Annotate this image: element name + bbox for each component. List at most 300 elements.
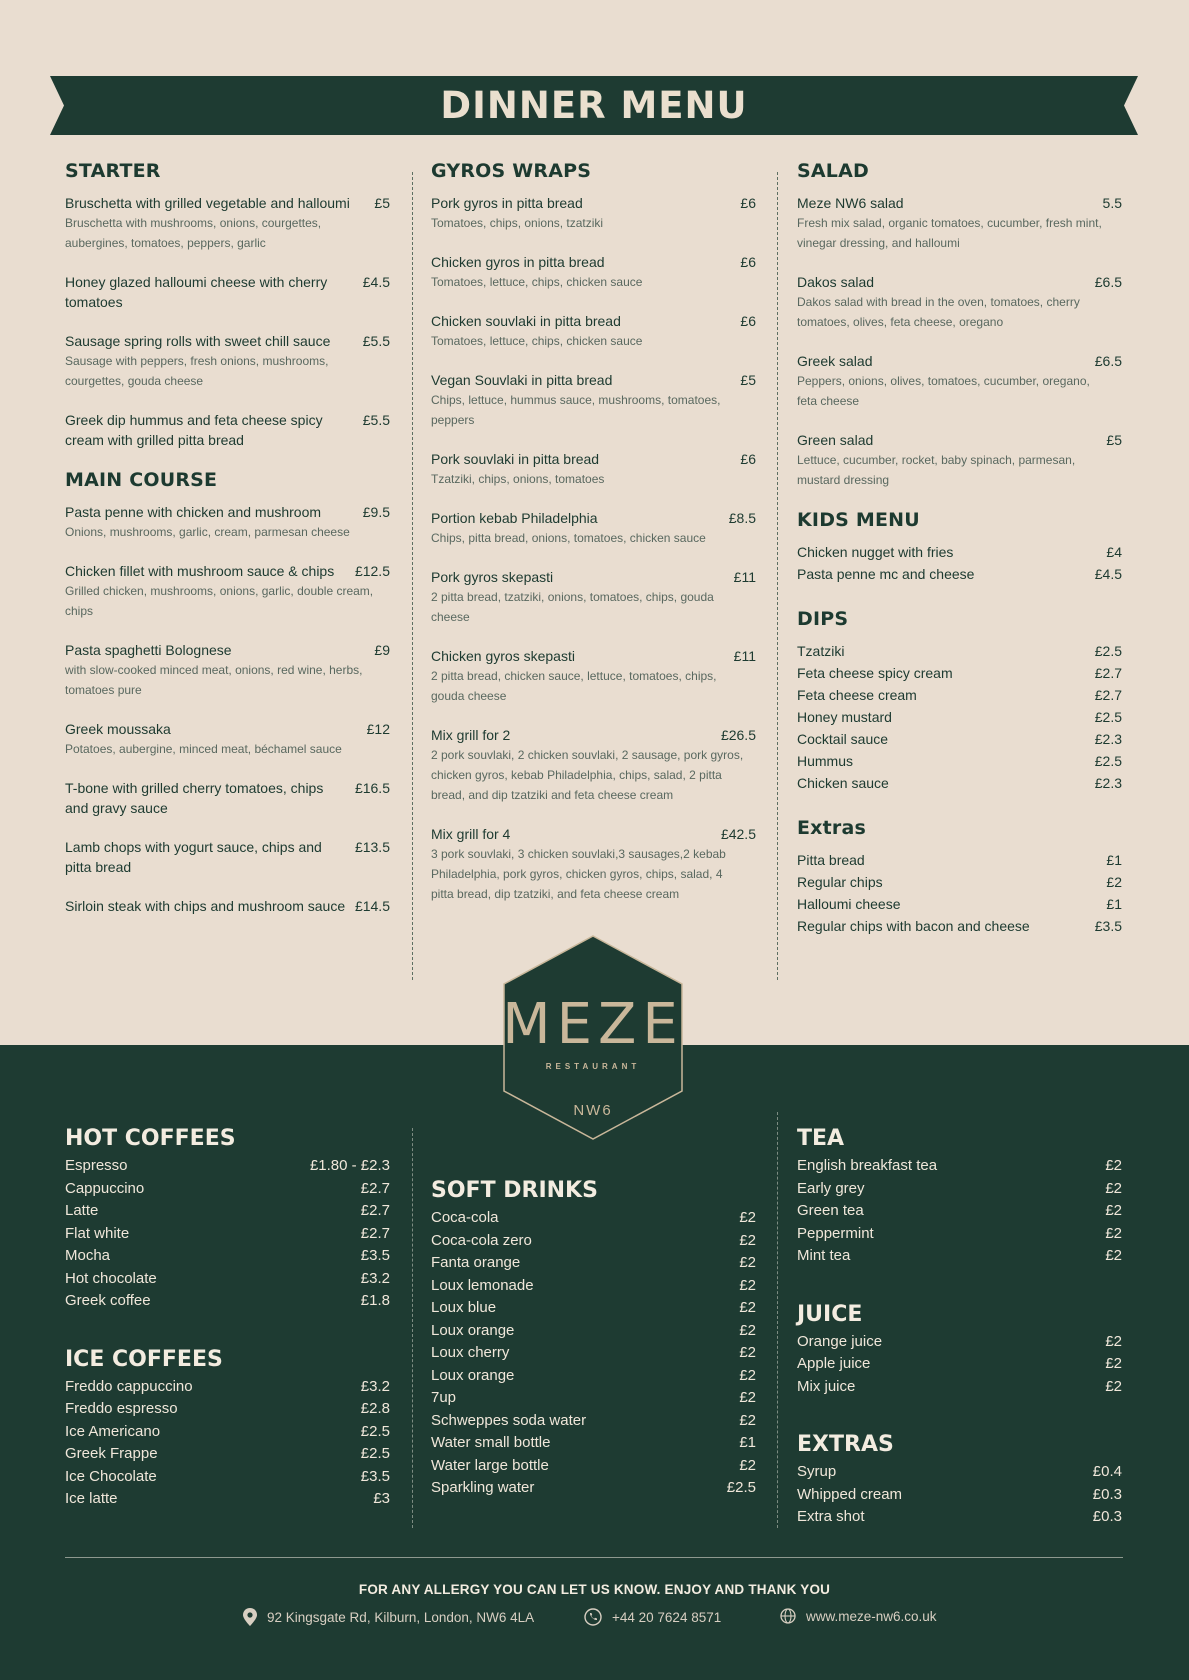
item-description: 2 pitta bread, tzatziki, onions, tomatoes, chips, gouda cheese xyxy=(431,590,714,624)
menu-item xyxy=(797,729,1122,749)
menu-item xyxy=(65,561,390,621)
item-price: £2 xyxy=(739,1456,756,1474)
item-price: £8.5 xyxy=(728,510,756,526)
drink-item xyxy=(431,1455,756,1478)
menu-item xyxy=(797,542,1122,562)
item-name: Apple juice xyxy=(797,1355,871,1372)
item-name: Hummus xyxy=(797,753,854,769)
menu-item-row xyxy=(797,564,1122,584)
menu-item-row xyxy=(431,311,756,331)
section-title: SALAD xyxy=(797,160,869,182)
item-price: 5.5 xyxy=(1102,195,1122,211)
item-name: Coca-cola zero xyxy=(431,1231,532,1249)
menu-item-row xyxy=(65,896,390,916)
item-price: £2.5 xyxy=(726,1479,756,1496)
drink-item xyxy=(431,1477,756,1500)
column-coffees xyxy=(65,1126,390,1511)
item-name: Loux blue xyxy=(431,1299,497,1316)
item-price: £2 xyxy=(739,1231,756,1249)
section-extras-food xyxy=(797,817,1122,936)
item-name: Greek dip hummus and feta cheese spicy cream with grilled pitta bread xyxy=(65,412,323,448)
drink-item xyxy=(797,1155,1122,1178)
menu-item-row xyxy=(65,640,390,660)
drink-item xyxy=(65,1421,390,1444)
menu-item xyxy=(797,193,1122,253)
item-name: Greek moussaka xyxy=(65,721,171,737)
menu-item xyxy=(431,508,756,548)
section-title: Extras xyxy=(797,817,867,839)
item-price: £11 xyxy=(733,648,756,664)
item-price: £2 xyxy=(739,1344,756,1361)
item-name: Coca-cola xyxy=(431,1209,499,1226)
menu-item xyxy=(431,646,756,706)
section-title: JUICE xyxy=(797,1301,863,1327)
item-price: £3.2 xyxy=(360,1377,390,1395)
item-name: Fanta orange xyxy=(431,1254,521,1271)
item-list xyxy=(797,193,1122,490)
item-description: Peppers, onions, olives, tomatoes, cucumber, oregano, feta cheese xyxy=(797,374,1090,408)
item-name: Regular chips with bacon and cheese xyxy=(797,918,1030,934)
item-name: Espresso xyxy=(65,1157,128,1174)
item-name: Loux orange xyxy=(431,1321,515,1339)
drink-item xyxy=(65,1290,390,1313)
item-description: Tomatoes, lettuce, chips, chicken sauce xyxy=(431,334,643,348)
item-price: £1.8 xyxy=(360,1292,390,1309)
menu-item xyxy=(797,430,1122,490)
item-name: Chicken gyros skepasti xyxy=(431,648,575,664)
menu-item xyxy=(797,707,1122,727)
item-price: £2 xyxy=(739,1299,756,1316)
location-pin-icon xyxy=(243,1608,257,1626)
item-name: Freddo espresso xyxy=(65,1400,178,1417)
item-price: £6.5 xyxy=(1094,353,1122,369)
item-name: Flat white xyxy=(65,1224,130,1242)
section-soft-drinks xyxy=(431,1178,756,1500)
section-title: HOT COFFEES xyxy=(65,1126,236,1151)
drink-item xyxy=(431,1342,756,1365)
menu-item-row xyxy=(431,646,756,666)
item-price: £1.80 - £2.3 xyxy=(309,1157,390,1174)
item-name: Extra shot xyxy=(797,1508,865,1525)
menu-item-row xyxy=(797,894,1122,914)
menu-item-row xyxy=(65,561,390,581)
item-description: Lettuce, cucumber, rocket, baby spinach, parmesan, mustard dressing xyxy=(797,453,1076,487)
item-price: £3 xyxy=(373,1490,390,1507)
item-price: £2 xyxy=(739,1389,756,1406)
item-price: £16.5 xyxy=(354,780,390,796)
section-title: KIDS MENU xyxy=(797,509,920,531)
item-price: £4 xyxy=(1106,544,1122,560)
item-name: Water small bottle xyxy=(431,1434,551,1451)
item-name: Honey glazed halloumi cheese with cherry tomatoes xyxy=(65,274,328,310)
section-title: GYROS WRAPS xyxy=(431,160,592,182)
menu-item xyxy=(797,641,1122,661)
item-price: £5 xyxy=(1106,432,1122,448)
section-salad xyxy=(797,160,1122,490)
menu-item xyxy=(797,872,1122,892)
drink-item xyxy=(65,1398,390,1421)
item-list xyxy=(797,850,1122,936)
menu-item xyxy=(797,351,1122,411)
item-name: Schweppes soda water xyxy=(431,1411,587,1429)
item-price: £9.5 xyxy=(362,504,390,520)
menu-item-row xyxy=(797,916,1122,936)
item-name: Chicken souvlaki in pitta bread xyxy=(431,313,621,329)
menu-item-row xyxy=(431,449,756,469)
section-main-course xyxy=(65,469,390,916)
item-price: £42.5 xyxy=(720,826,756,842)
drink-item xyxy=(797,1223,1122,1246)
section-tea xyxy=(797,1126,1122,1268)
item-list xyxy=(431,193,756,904)
item-name: Sirloin steak with chips and mushroom sauce xyxy=(65,898,346,914)
drink-item xyxy=(65,1443,390,1466)
item-description: Potatoes, aubergine, minced meat, béchamel sauce xyxy=(65,742,342,756)
drink-item xyxy=(797,1200,1122,1223)
menu-item xyxy=(797,773,1122,793)
item-price: £3.5 xyxy=(360,1467,390,1485)
item-price: £6.5 xyxy=(1094,274,1122,290)
drink-item xyxy=(431,1230,756,1253)
item-name: Vegan Souvlaki in pitta bread xyxy=(431,372,613,388)
section-ice-coffees xyxy=(65,1347,390,1511)
item-name: Sausage spring rolls with sweet chill sauce xyxy=(65,333,331,349)
item-name: Tzatziki xyxy=(797,643,845,659)
item-name: Portion kebab Philadelphia xyxy=(431,510,598,526)
item-name: Freddo cappuccino xyxy=(65,1377,193,1395)
menu-item xyxy=(431,567,756,627)
menu-item xyxy=(431,252,756,292)
item-price: £12 xyxy=(366,721,390,737)
drink-item xyxy=(797,1376,1122,1399)
item-price: £2.5 xyxy=(1094,709,1122,725)
drink-item xyxy=(797,1353,1122,1376)
item-price: £2 xyxy=(1106,874,1122,890)
item-name: Mocha xyxy=(65,1247,111,1264)
item-price: £2.8 xyxy=(360,1400,390,1417)
item-name: Early grey xyxy=(797,1179,865,1197)
item-name: Dakos salad xyxy=(797,274,875,290)
item-name: Halloumi cheese xyxy=(797,896,901,912)
drink-item xyxy=(797,1245,1122,1268)
section-dips xyxy=(797,608,1122,793)
drink-item xyxy=(797,1331,1122,1354)
drink-item xyxy=(65,1466,390,1489)
item-name: Mint tea xyxy=(797,1247,851,1264)
item-list xyxy=(797,542,1122,584)
item-name: Pork souvlaki in pitta bread xyxy=(431,451,600,467)
item-name: Pasta penne mc and cheese xyxy=(797,566,975,582)
item-description: Chips, pitta bread, onions, tomatoes, chicken sauce xyxy=(431,531,706,545)
section-title: ICE COFFEES xyxy=(65,1346,223,1372)
menu-item-row xyxy=(431,824,756,844)
drink-item xyxy=(431,1297,756,1320)
menu-item-row xyxy=(65,778,390,818)
menu-item-row xyxy=(797,641,1122,661)
item-name: 7up xyxy=(431,1389,457,1406)
item-price: £12.5 xyxy=(354,563,390,579)
drink-item xyxy=(431,1365,756,1388)
item-price: £2 xyxy=(739,1366,756,1384)
item-name: Peppermint xyxy=(797,1224,874,1242)
section-starter xyxy=(65,160,390,450)
item-price: £2 xyxy=(739,1209,756,1226)
drink-list xyxy=(65,1376,390,1511)
section-title: SOFT DRINKS xyxy=(431,1178,598,1203)
title-banner xyxy=(50,76,1138,135)
menu-item-row xyxy=(797,272,1122,292)
menu-item xyxy=(65,502,390,542)
section-extras-drinks xyxy=(797,1432,1122,1529)
menu-item-row xyxy=(65,410,390,450)
item-description: Grilled chicken, mushrooms, onions, garlic, double cream, chips xyxy=(65,584,374,618)
menu-item-row xyxy=(797,663,1122,683)
item-name: Honey mustard xyxy=(797,709,892,725)
menu-item xyxy=(65,193,390,253)
item-price: £2.7 xyxy=(360,1202,390,1219)
item-name: Hot chocolate xyxy=(65,1269,157,1287)
item-name: T-bone with grilled cherry tomatoes, chips and gravy sauce xyxy=(65,780,324,816)
item-description: Sausage with peppers, fresh onions, mushrooms, courgettes, gouda cheese xyxy=(65,354,329,388)
item-description: 3 pork souvlaki, 3 chicken souvlaki,3 sausages,2 kebab Philadelphia, pork gyros, chicken gyros, chips, salad, 4 pitta bread, dip tzatziki, and feta cheese cream xyxy=(431,847,726,901)
menu-item-row xyxy=(431,508,756,528)
item-price: £2 xyxy=(739,1276,756,1294)
item-price: £11 xyxy=(733,569,756,585)
menu-item xyxy=(65,719,390,759)
item-list xyxy=(65,502,390,916)
item-price: £13.5 xyxy=(354,839,390,855)
item-price: £5.5 xyxy=(362,412,390,428)
drink-list xyxy=(65,1155,390,1313)
menu-item xyxy=(65,331,390,391)
menu-item-row xyxy=(65,272,390,312)
column-soft-drinks xyxy=(431,1178,756,1500)
menu-item-row xyxy=(797,542,1122,562)
website-link[interactable]: www.meze-nw6.co.uk xyxy=(806,1608,937,1624)
item-name: Mix juice xyxy=(797,1377,856,1395)
item-price: £3.5 xyxy=(360,1247,390,1264)
menu-item-row xyxy=(65,193,390,213)
menu-item xyxy=(65,410,390,450)
menu-item-row xyxy=(797,430,1122,450)
drink-item xyxy=(431,1410,756,1433)
address xyxy=(243,1608,534,1626)
item-price: £2 xyxy=(1105,1157,1122,1174)
item-description: Tomatoes, chips, onions, tzatziki xyxy=(431,216,604,230)
item-description: with slow-cooked minced meat, onions, red wine, herbs, tomatoes pure xyxy=(65,663,363,697)
drink-item xyxy=(431,1275,756,1298)
item-price: £2 xyxy=(1105,1332,1122,1350)
menu-item-row xyxy=(65,719,390,739)
section-title: EXTRAS xyxy=(797,1432,894,1457)
drink-item xyxy=(431,1320,756,1343)
item-name: Meze NW6 salad xyxy=(797,195,904,211)
item-description: Chips, lettuce, hummus sauce, mushrooms, tomatoes, peppers xyxy=(431,393,721,427)
item-price: £2 xyxy=(739,1411,756,1429)
section-title: STARTER xyxy=(65,160,161,182)
menu-item-row xyxy=(65,502,390,522)
column-divider-2 xyxy=(777,172,778,980)
menu-item xyxy=(431,311,756,351)
item-list xyxy=(797,641,1122,793)
item-name: Feta cheese cream xyxy=(797,687,917,703)
item-name: Loux lemonade xyxy=(431,1276,534,1294)
item-price: £9 xyxy=(374,642,390,658)
menu-item xyxy=(431,824,756,904)
item-price: £2.7 xyxy=(360,1224,390,1242)
item-price: £5.5 xyxy=(362,333,390,349)
item-price: £3.5 xyxy=(1094,918,1122,934)
item-name: Cappuccino xyxy=(65,1179,145,1197)
menu-item xyxy=(65,778,390,818)
globe-icon xyxy=(780,1608,796,1624)
item-description: 2 pork souvlaki, 2 chicken souvlaki, 2 sausage, pork gyros, chicken gyros, kebab Philadelphia, chips, salad, 2 pitta bread, and dip tzatziki and feta cheese cream xyxy=(431,748,744,802)
menu-item-row xyxy=(431,725,756,745)
item-name: Orange juice xyxy=(797,1332,883,1350)
logo-name: MEZE xyxy=(502,992,684,1057)
drink-item xyxy=(431,1387,756,1410)
phone xyxy=(584,1608,721,1626)
menu-item-row xyxy=(797,729,1122,749)
drink-item xyxy=(65,1200,390,1223)
menu-item xyxy=(65,640,390,700)
item-price: £2 xyxy=(1105,1377,1122,1395)
column-salads-extras xyxy=(797,160,1122,938)
item-name: Pork gyros in pitta bread xyxy=(431,195,583,211)
meze-logo xyxy=(502,934,684,1141)
section-title: TEA xyxy=(797,1126,845,1151)
drink-item xyxy=(65,1268,390,1291)
item-description: Bruschetta with mushrooms, onions, courgettes, aubergines, tomatoes, peppers, garlic xyxy=(65,216,322,250)
item-name: Whipped cream xyxy=(797,1485,903,1503)
item-name: Chicken sauce xyxy=(797,775,889,791)
item-price: £2.7 xyxy=(1094,687,1122,703)
item-name: Chicken fillet with mushroom sauce & chips xyxy=(65,563,335,579)
drink-item xyxy=(797,1461,1122,1484)
menu-item-row xyxy=(797,850,1122,870)
allergy-message: FOR ANY ALLERGY YOU CAN LET US KNOW. ENJOY AND THANK YOU xyxy=(358,1582,831,1597)
menu-item xyxy=(431,370,756,430)
menu-item-row xyxy=(797,872,1122,892)
item-name: Cocktail sauce xyxy=(797,731,889,747)
item-description: 2 pitta bread, chicken sauce, lettuce, tomatoes, chips, gouda cheese xyxy=(431,669,717,703)
item-price: £1 xyxy=(1106,852,1122,868)
item-name: Pork gyros skepasti xyxy=(431,569,554,585)
logo-area: NW6 xyxy=(573,1102,613,1119)
menu-item xyxy=(797,751,1122,771)
item-price: £1 xyxy=(739,1434,756,1451)
item-name: Ice Americano xyxy=(65,1422,161,1440)
item-description: Tomatoes, lettuce, chips, chicken sauce xyxy=(431,275,643,289)
item-price: £2 xyxy=(1105,1224,1122,1242)
drinks-divider-1 xyxy=(412,1128,413,1528)
column-tea-juice xyxy=(797,1126,1122,1529)
item-price: £4.5 xyxy=(1094,566,1122,582)
item-price: £0.4 xyxy=(1092,1463,1122,1480)
item-name: Chicken nugget with fries xyxy=(797,544,954,560)
item-price: £14.5 xyxy=(354,898,390,914)
menu-item-row xyxy=(431,193,756,213)
menu-item-row xyxy=(65,331,390,351)
drink-item xyxy=(65,1155,390,1178)
item-name: Sparkling water xyxy=(431,1479,535,1496)
item-name: Feta cheese spicy cream xyxy=(797,665,953,681)
item-price: £2.3 xyxy=(1094,775,1122,791)
column-starters-mains xyxy=(65,160,390,935)
drink-item xyxy=(65,1376,390,1399)
menu-item xyxy=(431,193,756,233)
item-name: Mix grill for 4 xyxy=(431,826,511,842)
menu-item xyxy=(431,449,756,489)
drink-item xyxy=(65,1245,390,1268)
menu-item-row xyxy=(797,773,1122,793)
drink-list xyxy=(797,1155,1122,1268)
item-description: Dakos salad with bread in the oven, tomatoes, cherry tomatoes, olives, feta cheese, oregano xyxy=(797,295,1080,329)
item-price: £2.5 xyxy=(360,1445,390,1462)
drink-item xyxy=(431,1432,756,1455)
phone-text: +44 20 7624 8571 xyxy=(612,1609,722,1625)
menu-item xyxy=(797,272,1122,332)
item-price: £2 xyxy=(1105,1247,1122,1264)
menu-item-row xyxy=(797,751,1122,771)
drink-item xyxy=(797,1506,1122,1529)
item-name: Regular chips xyxy=(797,874,883,890)
drink-list xyxy=(431,1207,756,1500)
item-price: £2.5 xyxy=(1094,643,1122,659)
menu-item xyxy=(797,916,1122,936)
drinks-divider-2 xyxy=(777,1112,778,1528)
item-price: £2 xyxy=(1105,1355,1122,1372)
item-price: £2.3 xyxy=(1094,731,1122,747)
menu-item xyxy=(797,894,1122,914)
item-price: £3.2 xyxy=(360,1269,390,1287)
drink-list xyxy=(797,1331,1122,1399)
menu-item xyxy=(797,685,1122,705)
column-gyros xyxy=(431,160,756,923)
item-price: £2.7 xyxy=(1094,665,1122,681)
drink-item xyxy=(797,1178,1122,1201)
drink-item xyxy=(65,1223,390,1246)
item-price: £2.5 xyxy=(1094,753,1122,769)
item-name: Syrup xyxy=(797,1463,837,1480)
item-name: Loux cherry xyxy=(431,1344,510,1361)
item-price: £2 xyxy=(1105,1202,1122,1219)
item-price: £2 xyxy=(739,1321,756,1339)
menu-item-row xyxy=(797,193,1122,213)
item-name: Lamb chops with yogurt sauce, chips and pitta bread xyxy=(65,839,322,875)
section-title: MAIN COURSE xyxy=(65,469,218,491)
section-juice xyxy=(797,1302,1122,1399)
item-price: £6 xyxy=(740,195,756,211)
item-name: Pasta spaghetti Bolognese xyxy=(65,642,232,658)
item-name: Greek coffee xyxy=(65,1292,151,1309)
item-price: £4.5 xyxy=(362,274,390,290)
item-description: Tzatziki, chips, onions, tomatoes xyxy=(431,472,605,486)
item-price: £1 xyxy=(1106,896,1122,912)
item-price: £2.5 xyxy=(360,1422,390,1440)
item-price: £6 xyxy=(740,313,756,329)
item-name: Pitta bread xyxy=(797,852,865,868)
item-list xyxy=(65,193,390,450)
menu-item-row xyxy=(797,685,1122,705)
item-description: Onions, mushrooms, garlic, cream, parmesan cheese xyxy=(65,525,350,539)
menu-item-row xyxy=(797,351,1122,371)
item-name: Pasta penne with chicken and mushroom xyxy=(65,504,322,520)
drink-item xyxy=(797,1484,1122,1507)
item-name: Water large bottle xyxy=(431,1456,549,1474)
address-text: 92 Kingsgate Rd, Kilburn, London, NW6 4LA xyxy=(267,1609,535,1625)
item-price: £5 xyxy=(740,372,756,388)
